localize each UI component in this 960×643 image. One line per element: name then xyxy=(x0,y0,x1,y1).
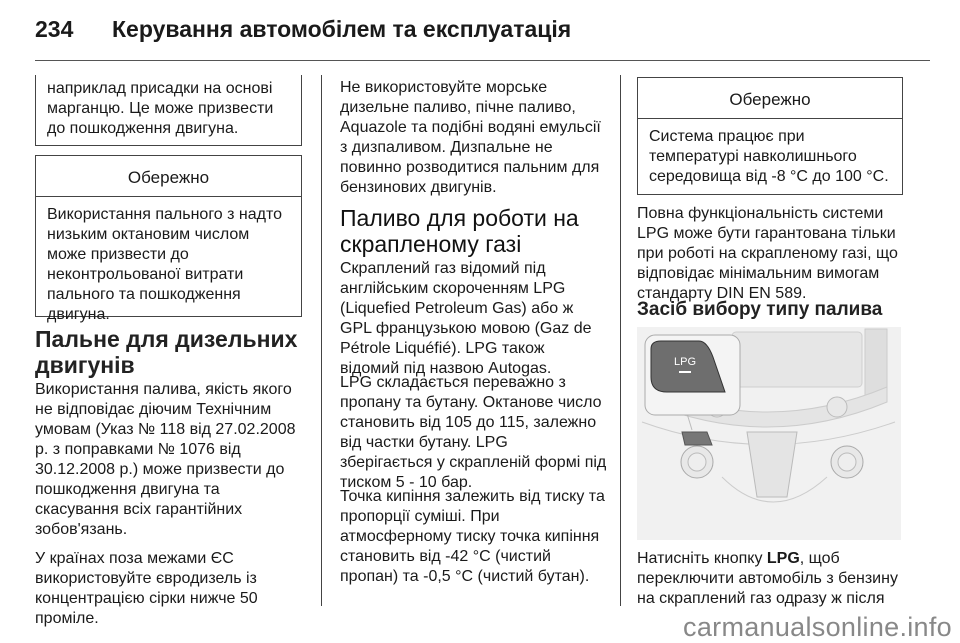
caution-box xyxy=(35,155,302,323)
column-divider xyxy=(321,75,322,606)
header-rule xyxy=(35,60,930,61)
marine-diesel-paragraph: Не використовуйте морське дизельне паливо, пічне паливо, Aquazole та подібні водяні емульсії з дизпаливом. Дизпальне не повинно розводитися пальним для бензинових двигунів. xyxy=(340,79,601,196)
section-heading-fuel-selector: Засіб вибору типу палива xyxy=(637,299,883,320)
instruction-text-start: Натисніть кнопку xyxy=(637,550,767,567)
watermark: carmanualsonline.info xyxy=(683,612,952,642)
section-heading-diesel: Пальне для дизельних двигунів xyxy=(35,326,298,378)
page-title: Керування автомобілем та експлуатація xyxy=(112,16,572,42)
lpg-paragraph-1: Скраплений газ відомий під англійським скороченням LPG (Liquefied Petroleum Gas) або ж GPL французькою мовою (Gaz de Pétrole Liquéfié). LPG також відомий під назвою Autogas. xyxy=(340,260,592,377)
lpg-paragraph-3: Точка кипіння залежить від тиску та пропорції суміші. При атмосферному тиску точка кипіння становить від -42 °C (чистий пропан) та -0,5 °C (чистий бутан). xyxy=(340,488,605,585)
diesel-paragraph-2: У країнах поза межами ЄС використовуйте євродизель із концентрацією сірки нижче 50 проміле. xyxy=(35,550,258,627)
lpg-functionality-paragraph: Повна функціональність системи LPG може бути гарантована тільки при роботі на скрапленому газі, що відповідає мінімальним вимогам стандарту DIN EN 589. xyxy=(637,205,898,302)
section-heading-lpg: Паливо для роботи на скрапленому газі xyxy=(340,205,579,257)
dashboard-illustration xyxy=(637,327,901,540)
instruction-lpg-bold: LPG xyxy=(766,550,800,567)
instruction-text-end: , щоб переключити автомобіль з бензину на скраплений газ одразу ж після xyxy=(637,550,898,607)
continued-note-text: наприклад присадки на основі марганцю. Це може призвести до пошкодження двигуна. xyxy=(47,80,274,137)
page-number: 234 xyxy=(35,16,74,42)
caution-title: Обережно xyxy=(36,156,301,197)
column-divider xyxy=(620,75,621,606)
caution-text: Система працює при температурі навколишнього середовища від -8 °C до 100 °C. xyxy=(649,128,889,185)
lpg-button-label: LPG xyxy=(673,356,697,368)
lpg-button-instruction xyxy=(637,549,922,609)
dashboard-drawing xyxy=(637,327,901,540)
caution-box xyxy=(637,77,903,195)
diesel-paragraph-1: Використання палива, якість якого не відповідає діючим Технічним умовам (Указ № 118 від 27.02.2008 р. з поправками № 1076 від 30.12.2008 р.) може призвести до пошкодження двигуна та скасування всіх гарантійних зобов'язань. xyxy=(35,381,296,538)
continued-note-box xyxy=(35,75,302,146)
caution-title: Обережно xyxy=(638,78,902,119)
caution-text: Використання пального з надто низьким октановим числом може призвести до неконтрольованої витрати пального та пошкодження двигуна. xyxy=(47,206,283,323)
lpg-paragraph-2: LPG складається переважно з пропану та бутану. Октанове число становить від 105 до 115, залежно від частки бутану. LPG зберігається у скрапленій формі під тиском 5 - 10 бар. xyxy=(340,374,607,491)
